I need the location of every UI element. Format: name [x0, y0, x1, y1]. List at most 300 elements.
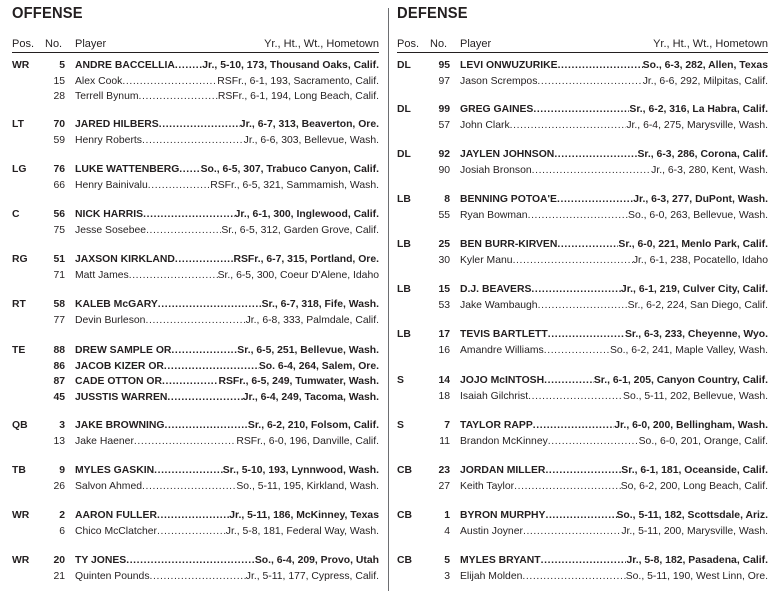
player-line	[75, 313, 379, 329]
jersey-number: 77	[53, 314, 65, 326]
roster-row	[12, 313, 379, 329]
player-info: So. 6-4, 264, Salem, Ore.	[258, 360, 379, 372]
player-info: Sr., 6-3, 233, Cheyenne, Wyo.	[624, 329, 768, 340]
player-info: Sr., 6-7, 318, Fife, Wash.	[261, 299, 379, 310]
player-name: TY JONES	[75, 555, 127, 566]
dot-leader	[522, 569, 625, 585]
player-name: Matt James	[75, 269, 129, 281]
roster-row	[12, 524, 379, 540]
player-info: So., 5-11, 190, West Linn, Ore.	[625, 570, 768, 582]
position-label: S	[397, 420, 404, 431]
roster-row	[397, 147, 768, 163]
player-line	[460, 282, 768, 298]
position-group	[397, 58, 768, 89]
player-name: GREG GAINES	[460, 104, 534, 115]
player-name: JAYLEN JOHNSON	[460, 149, 555, 160]
dot-leader	[532, 163, 652, 179]
player-info: Sr., 6-2, 224, San Diego, Calif.	[627, 299, 768, 311]
player-name: Brandon McKinney	[460, 435, 548, 447]
dot-leader	[122, 74, 217, 90]
player-info: Sr., 6-5, 300, Coeur D'Alene, Idaho	[217, 269, 379, 281]
position-group	[397, 192, 768, 223]
header-info: Yr., Ht., Wt., Hometown	[653, 38, 768, 50]
player-info: Jr., 6-4, 249, Tacoma, Wash.	[242, 391, 379, 403]
dot-leader	[538, 298, 628, 314]
roster-row	[12, 508, 379, 524]
player-name: Jason Scrempos	[460, 75, 538, 87]
jersey-number: 3	[59, 420, 65, 431]
roster-row	[12, 343, 379, 359]
player-line	[460, 327, 768, 343]
player-info: Jr., 6-6, 292, Milpitas, Calif.	[642, 75, 768, 87]
jersey-number: 5	[59, 60, 65, 71]
player-name: Elijah Molden	[460, 570, 523, 582]
player-line	[460, 237, 768, 253]
position-label: LB	[397, 194, 411, 205]
dot-leader	[513, 253, 633, 269]
player-name: DREW SAMPLE OR	[75, 345, 172, 356]
player-info: Jr., 6-0, 200, Bellingham, Wash.	[614, 420, 768, 431]
jersey-number: 90	[438, 164, 450, 176]
jersey-number: 57	[438, 119, 450, 131]
jersey-number: 23	[438, 465, 450, 476]
player-name: D.J. BEAVERS	[460, 284, 532, 295]
player-name: John Clark	[460, 119, 510, 131]
player-line	[460, 373, 768, 389]
roster-row	[397, 282, 768, 298]
jersey-number: 53	[438, 299, 450, 311]
player-name: JUSSTIS WARREN	[75, 391, 168, 403]
player-line	[75, 117, 379, 133]
position-label: QB	[12, 420, 28, 431]
header-rule	[397, 52, 768, 53]
dot-leader	[162, 374, 218, 390]
player-info: Sr., 5-10, 193, Lynnwood, Wash.	[222, 465, 379, 476]
jersey-number: 26	[53, 480, 65, 492]
jersey-number: 55	[438, 209, 450, 221]
player-name: Devin Burleson	[75, 314, 146, 326]
player-info: Jr., 6-1, 238, Pocatello, Idaho	[632, 254, 768, 266]
jersey-number: 76	[53, 164, 65, 175]
player-name: Isaiah Gilchrist	[460, 390, 529, 402]
player-name: Chico McClatcher	[75, 525, 157, 537]
position-group	[12, 252, 379, 283]
position-group	[12, 297, 379, 328]
position-label: RG	[12, 254, 28, 265]
roster-row	[12, 268, 379, 284]
player-name: Jesse Sosebee	[75, 224, 147, 236]
dot-leader	[544, 343, 610, 359]
player-info: RSFr., 6-1, 194, Long Beach, Calif.	[217, 91, 379, 103]
position-label: WR	[12, 555, 30, 566]
player-name: JARED HILBERS	[75, 119, 159, 130]
position-group	[12, 343, 379, 405]
dot-leader	[171, 343, 237, 359]
player-name: BEN BURR-KIRVEN	[460, 239, 558, 250]
player-info: RSFr., 6-1, 193, Sacramento, Calif.	[217, 75, 379, 87]
roster-row	[397, 192, 768, 208]
player-line	[75, 178, 379, 194]
jersey-number: 6	[59, 525, 65, 537]
player-info: Jr., 5-11, 200, Marysville, Wash.	[621, 525, 768, 537]
position-label: LB	[397, 284, 411, 295]
player-info: Sr., 6-5, 251, Bellevue, Wash.	[237, 345, 379, 356]
column-divider	[388, 8, 389, 591]
player-line	[75, 343, 379, 359]
jersey-number: 59	[53, 134, 65, 146]
player-info: So., 6-2, 241, Maple Valley, Wash.	[609, 344, 768, 356]
player-info: Jr., 6-3, 277, DuPont, Wash.	[633, 194, 768, 205]
position-group	[12, 117, 379, 148]
player-name: NICK HARRIS	[75, 209, 144, 220]
jersey-number: 66	[53, 179, 65, 191]
player-name: JACOB KIZER OR	[75, 360, 164, 372]
jersey-number: 4	[444, 525, 450, 537]
dot-leader	[134, 434, 236, 450]
player-info: Sr., 6-1, 181, Oceanside, Calif.	[621, 465, 768, 476]
roster-row	[12, 207, 379, 223]
header-player: Player	[75, 38, 107, 50]
player-info: RSFr., 6-7, 315, Portland, Ore.	[233, 254, 379, 265]
player-info: Jr., 6-8, 333, Palmdale, Calif.	[245, 314, 379, 326]
player-name: JOJO McINTOSH	[460, 375, 545, 386]
dot-leader	[139, 89, 218, 105]
player-line	[460, 508, 768, 524]
player-name: Josiah Bronson	[460, 164, 532, 176]
player-name: LUKE WATTENBERG	[75, 164, 180, 175]
dot-leader	[544, 373, 594, 389]
player-info: RSFr., 6-5, 249, Tumwater, Wash.	[218, 376, 379, 388]
player-info: So., 6-0, 201, Orange, Calif.	[638, 435, 768, 447]
dot-leader	[143, 207, 235, 223]
jersey-number: 86	[53, 360, 65, 372]
player-line	[75, 223, 379, 239]
player-line	[75, 207, 379, 223]
player-line	[460, 163, 768, 179]
dot-leader	[175, 58, 202, 74]
player-line	[460, 389, 768, 405]
player-line	[460, 463, 768, 479]
dot-leader	[545, 508, 616, 524]
player-info: Jr., 6-1, 300, Inglewood, Calif.	[234, 209, 379, 220]
player-line	[460, 524, 768, 540]
player-line	[75, 252, 379, 268]
player-line	[460, 434, 768, 450]
dot-leader	[148, 178, 210, 194]
jersey-number: 27	[438, 480, 450, 492]
player-name: Terrell Bynum	[75, 91, 139, 103]
dot-leader	[533, 418, 614, 434]
player-name: Ryan Bowman	[460, 209, 528, 221]
position-label: LB	[397, 329, 411, 340]
jersey-number: 75	[53, 224, 65, 236]
position-label: TB	[12, 465, 26, 476]
player-info: So., 6-5, 307, Trabuco Canyon, Calif.	[200, 164, 379, 175]
position-label: LT	[12, 119, 24, 130]
roster-row	[397, 102, 768, 118]
player-name: Alex Cook	[75, 75, 123, 87]
player-line	[75, 463, 379, 479]
roster-row	[12, 479, 379, 495]
jersey-number: 8	[444, 194, 450, 205]
player-name: LEVI ONWUZURIKE	[460, 60, 558, 71]
position-group	[12, 463, 379, 494]
player-info: So., 5-11, 195, Kirkland, Wash.	[236, 480, 379, 492]
position-label: TE	[12, 345, 26, 356]
dot-leader	[142, 133, 244, 149]
header-pos: Pos.	[397, 38, 420, 50]
position-group	[397, 508, 768, 539]
player-line	[460, 253, 768, 269]
roster-row	[397, 524, 768, 540]
player-line	[460, 74, 768, 90]
player-name: Jake Haener	[75, 435, 134, 447]
jersey-number: 17	[438, 329, 450, 340]
player-line	[75, 434, 379, 450]
player-name: BYRON MURPHY	[460, 510, 546, 521]
player-info: So., 6-3, 282, Allen, Texas	[642, 60, 768, 71]
dot-leader	[523, 524, 621, 540]
player-line	[75, 359, 379, 375]
player-line	[75, 479, 379, 495]
jersey-number: 88	[53, 345, 65, 356]
position-group	[397, 237, 768, 268]
jersey-number: 51	[53, 254, 65, 265]
jersey-number: 28	[53, 91, 65, 103]
offense-column-headers	[12, 38, 379, 52]
jersey-number: 18	[438, 390, 450, 402]
player-name: MYLES GASKIN	[75, 465, 155, 476]
player-line	[75, 374, 379, 390]
dot-leader	[150, 569, 246, 585]
player-line	[460, 553, 768, 569]
roster-row	[397, 569, 768, 585]
position-group	[12, 162, 379, 193]
position-group	[12, 418, 379, 449]
dot-leader	[510, 118, 627, 134]
player-line	[460, 479, 768, 495]
player-line	[75, 162, 379, 178]
player-info: RSFr., 6-5, 321, Sammamish, Wash.	[210, 179, 379, 191]
roster-row	[12, 463, 379, 479]
dot-leader	[545, 463, 621, 479]
roster-row	[12, 74, 379, 90]
defense-title: DEFENSE	[397, 5, 468, 22]
player-line	[460, 102, 768, 118]
player-info: Jr., 5-8, 182, Pasadena, Calif.	[626, 555, 768, 566]
player-info: Jr., 5-11, 186, McKinney, Texas	[229, 510, 379, 521]
player-info: RSFr., 6-0, 196, Danville, Calif.	[236, 435, 379, 447]
header-no: No.	[430, 38, 448, 50]
jersey-number: 71	[53, 269, 65, 281]
player-info: So., 5-11, 202, Bellevue, Wash.	[623, 390, 768, 402]
dot-leader	[154, 463, 223, 479]
header-rule	[12, 52, 379, 53]
jersey-number: 56	[53, 209, 65, 220]
dot-leader	[164, 418, 247, 434]
roster-row	[12, 390, 379, 406]
position-group	[397, 282, 768, 313]
jersey-number: 21	[53, 570, 65, 582]
position-label: DL	[397, 104, 411, 115]
jersey-number: 30	[438, 254, 450, 266]
roster-row	[12, 89, 379, 105]
player-name: KALEB McGARY	[75, 299, 158, 310]
roster-row	[12, 374, 379, 390]
jersey-number: 20	[53, 555, 65, 566]
jersey-number: 1	[444, 510, 450, 521]
dot-leader	[179, 162, 200, 178]
player-line	[460, 569, 768, 585]
player-name: BENNING POTOA'E	[460, 194, 557, 205]
dot-leader	[126, 553, 255, 569]
roster-row	[397, 237, 768, 253]
roster-row	[397, 508, 768, 524]
player-line	[460, 192, 768, 208]
dot-leader	[142, 479, 236, 495]
player-name: Henry Roberts	[75, 134, 142, 146]
player-info: So., 6-0, 263, Bellevue, Wash.	[628, 209, 768, 221]
jersey-number: 15	[53, 75, 65, 87]
jersey-number: 5	[444, 555, 450, 566]
position-label: CB	[397, 555, 413, 566]
player-name: Jake Wambaugh	[460, 299, 538, 311]
position-group	[12, 508, 379, 539]
roster-row	[397, 373, 768, 389]
player-info: Sr., 6-1, 205, Canyon Country, Calif.	[593, 375, 768, 386]
position-group	[397, 553, 768, 584]
roster-row	[12, 297, 379, 313]
roster-row	[397, 343, 768, 359]
roster-row	[12, 162, 379, 178]
dot-leader	[514, 479, 621, 495]
header-pos: Pos.	[12, 38, 35, 50]
jersey-number: 70	[53, 119, 65, 130]
position-label: WR	[12, 510, 30, 521]
player-line	[75, 58, 379, 74]
player-info: Jr., 6-1, 219, Culver City, Calif.	[620, 284, 768, 295]
roster-row	[397, 74, 768, 90]
jersey-number: 92	[438, 149, 450, 160]
player-line	[75, 133, 379, 149]
position-group	[397, 463, 768, 494]
jersey-number: 11	[439, 435, 450, 447]
player-line	[75, 390, 379, 406]
dot-leader	[533, 102, 629, 118]
player-name: Austin Joyner	[460, 525, 523, 537]
jersey-number: 87	[53, 376, 65, 388]
position-group	[12, 553, 379, 584]
player-info: Jr., 6-3, 280, Kent, Wash.	[651, 164, 768, 176]
player-name: Keith Taylor	[460, 480, 515, 492]
defense-column-headers	[397, 38, 768, 52]
position-group	[397, 147, 768, 178]
roster-row	[397, 58, 768, 74]
player-info: Sr., 6-5, 312, Garden Grove, Calif.	[221, 224, 379, 236]
player-line	[460, 208, 768, 224]
roster-row	[397, 253, 768, 269]
player-line	[75, 569, 379, 585]
roster-row	[12, 418, 379, 434]
jersey-number: 2	[59, 510, 65, 521]
dot-leader	[528, 389, 623, 405]
dot-leader	[167, 390, 242, 406]
player-name: TAYLOR RAPP	[460, 420, 533, 431]
roster-row	[12, 434, 379, 450]
dot-leader	[558, 58, 643, 74]
jersey-number: 99	[438, 104, 450, 115]
position-label: WR	[12, 60, 30, 71]
player-info: So, 6-2, 200, Long Beach, Calif.	[620, 480, 768, 492]
dot-leader	[164, 359, 259, 375]
dot-leader	[158, 297, 262, 313]
header-no: No.	[45, 38, 63, 50]
dot-leader	[548, 327, 625, 343]
dot-leader	[554, 147, 637, 163]
position-group	[397, 418, 768, 449]
jersey-number: 7	[444, 420, 450, 431]
position-label: LB	[397, 239, 411, 250]
roster-row	[12, 359, 379, 375]
player-info: So., 5-11, 182, Scottsdale, Ariz.	[616, 510, 768, 521]
player-line	[75, 418, 379, 434]
roster-row	[397, 479, 768, 495]
player-name: AARON FULLER	[75, 510, 157, 521]
player-info: Jr., 6-7, 313, Beaverton, Ore.	[239, 119, 379, 130]
position-group	[397, 327, 768, 358]
dot-leader	[541, 553, 627, 569]
position-label: DL	[397, 149, 411, 160]
player-name: Kyler Manu	[460, 254, 513, 266]
player-info: Jr., 5-10, 173, Thousand Oaks, Calif.	[202, 60, 379, 71]
roster-row	[12, 569, 379, 585]
dot-leader	[528, 208, 628, 224]
dot-leader	[557, 192, 633, 208]
player-line	[460, 147, 768, 163]
position-label: CB	[397, 465, 413, 476]
roster-row	[397, 298, 768, 314]
position-group	[12, 58, 379, 105]
dot-leader	[145, 313, 245, 329]
roster-row	[12, 133, 379, 149]
roster-row	[397, 463, 768, 479]
roster-row	[12, 178, 379, 194]
dot-leader	[146, 223, 221, 239]
player-info: Jr., 6-6, 303, Bellevue, Wash.	[243, 134, 379, 146]
player-name: CADE OTTON OR	[75, 376, 162, 388]
roster-row	[397, 327, 768, 343]
dot-leader	[159, 117, 240, 133]
roster-row	[397, 208, 768, 224]
roster-row	[12, 553, 379, 569]
player-info: So., 6-4, 209, Provo, Utah	[254, 555, 379, 566]
player-line	[75, 508, 379, 524]
position-label: CB	[397, 510, 413, 521]
player-line	[460, 298, 768, 314]
roster-row	[12, 252, 379, 268]
jersey-number: 45	[53, 391, 65, 403]
dot-leader	[129, 268, 218, 284]
dot-leader	[548, 434, 639, 450]
roster-row	[397, 418, 768, 434]
player-info: Jr., 5-8, 181, Federal Way, Wash.	[225, 525, 379, 537]
position-label: C	[12, 209, 20, 220]
player-line	[75, 268, 379, 284]
player-info: Sr., 6-2, 316, La Habra, Calif.	[629, 104, 768, 115]
player-name: JAKE BROWNING	[75, 420, 165, 431]
jersey-number: 13	[53, 435, 65, 447]
jersey-number: 25	[438, 239, 450, 250]
